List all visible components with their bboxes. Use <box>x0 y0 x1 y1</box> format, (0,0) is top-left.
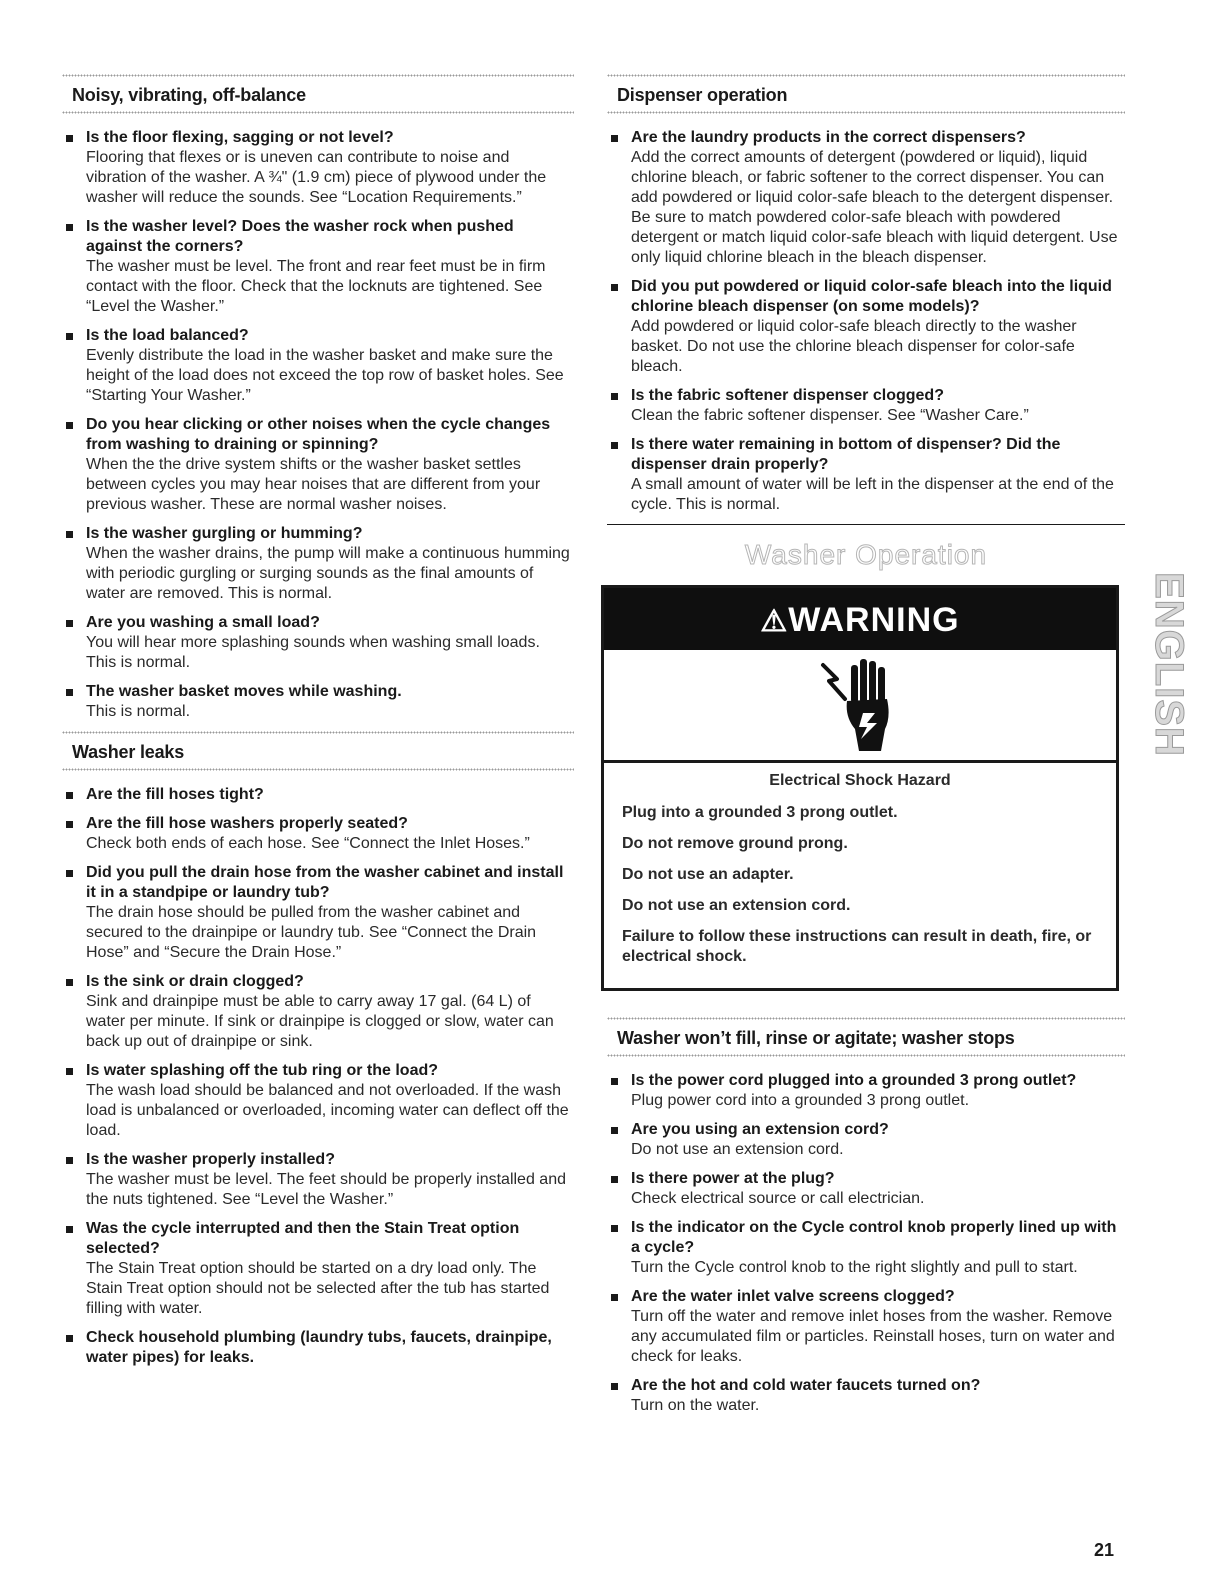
list-item <box>62 682 574 722</box>
list-item <box>62 863 574 963</box>
right-column <box>607 74 1125 1425</box>
section-title: Dispenser operation <box>617 85 788 105</box>
list-item <box>62 972 574 1052</box>
list-item <box>607 1376 1125 1416</box>
bullet-square-icon <box>66 1157 73 1164</box>
list-item <box>62 326 574 406</box>
answer-text: Add powdered or liquid color-safe bleach directly to the washer basket. Do not use the chlorine bleach dispenser for color-safe bleach. <box>631 318 1077 375</box>
answer-text: The washer must be level. The feet should be properly installed and the nuts tightened. See “Level the Washer.” <box>86 1171 566 1208</box>
answer-text: The wash load should be balanced and not overloaded. If the wash load is unbalanced or overloaded, incoming water can deflect off the load. <box>86 1082 569 1139</box>
bullet-square-icon <box>66 333 73 340</box>
answer-text: Clean the fabric softener dispenser. See “Washer Care.” <box>631 407 1029 424</box>
page-number: 21 <box>1094 1540 1115 1560</box>
warning-line: Plug into a grounded 3 prong outlet. <box>622 804 898 821</box>
question-text: Did you put powdered or liquid color-safe bleach into the liquid chlorine bleach dispenser (on some models)? <box>631 278 1112 315</box>
bullet-square-icon <box>66 792 73 799</box>
bullet-square-icon <box>611 442 618 449</box>
language-tab-label: ENGLISH <box>1146 571 1191 757</box>
troubleshooting-list <box>607 128 1125 515</box>
electric-shock-hand-icon <box>815 655 905 755</box>
list-item <box>62 128 574 208</box>
bullet-square-icon <box>66 531 73 538</box>
divider <box>62 111 574 114</box>
bullet-square-icon <box>66 1335 73 1342</box>
troubleshooting-list <box>607 1071 1125 1416</box>
list-item <box>62 524 574 604</box>
bullet-square-icon <box>66 821 73 828</box>
list-item <box>607 1218 1125 1278</box>
question-text: Is the indicator on the Cycle control knob properly lined up with a cycle? <box>631 1219 1117 1256</box>
question-text: Are the hot and cold water faucets turned on? <box>631 1377 981 1394</box>
answer-text: Sink and drainpipe must be able to carry away 17 gal. (64 L) of water per minute. If sink or drainpipe is clogged or slow, water can back up out of drainpipe or sink. <box>86 993 554 1050</box>
answer-text: Add the correct amounts of detergent (powdered or liquid), liquid chlorine bleach, or fabric softener to the correct dispenser. You can add powdered or liquid color-safe bleach to the detergent dispenser. Be sure to match powdered color-safe bleach with powdered detergent or match liquid color-safe bleach with liquid detergent. Use only liquid chlorine bleach in the bleach dispenser. <box>631 149 1118 266</box>
question-text: Did you pull the drain hose from the washer cabinet and install it in a standpipe or laundry tub? <box>86 864 564 901</box>
list-item <box>607 386 1125 426</box>
bullet-square-icon <box>66 689 73 696</box>
list-item <box>62 415 574 515</box>
answer-text: Evenly distribute the load in the washer basket and make sure the height of the load does not exceed the top row of basket holes. See “Starting Your Washer.” <box>86 347 564 404</box>
question-text: Are the fill hose washers properly seated? <box>86 815 408 832</box>
question-text: Are you washing a small load? <box>86 614 320 631</box>
question-text: Is the load balanced? <box>86 327 249 344</box>
warning-box <box>601 585 1119 991</box>
bullet-square-icon <box>66 224 73 231</box>
answer-text: The Stain Treat option should be started on a dry load only. The Stain Treat option should not be selected after the tub has started filling with water. <box>86 1260 550 1317</box>
question-text: Is there power at the plug? <box>631 1170 835 1187</box>
question-text: Is the washer properly installed? <box>86 1151 335 1168</box>
warning-line: Failure to follow these instructions can result in death, fire, or electrical shock. <box>622 928 1092 965</box>
answer-text: Turn the Cycle control knob to the right slightly and pull to start. <box>631 1259 1078 1276</box>
section-header-noisy <box>62 74 574 114</box>
answer-text: The washer must be level. The front and rear feet must be in firm contact with the floor. Check that the locknuts are tightened. See “Level the Washer.” <box>86 258 546 315</box>
divider <box>62 768 574 771</box>
warning-instructions <box>622 803 1098 967</box>
answer-text: Do not use an extension cord. <box>631 1141 844 1158</box>
list-item <box>607 1120 1125 1160</box>
warning-line: Do not use an adapter. <box>622 866 794 883</box>
question-text: Is there water remaining in bottom of dispenser? Did the dispenser drain properly? <box>631 436 1061 473</box>
bullet-square-icon <box>611 1294 618 1301</box>
answer-text: Check electrical source or call electrician. <box>631 1190 925 1207</box>
question-text: Is the fabric softener dispenser clogged? <box>631 387 944 404</box>
warning-triangle-icon: ⚠ <box>760 605 789 638</box>
bullet-square-icon <box>611 135 618 142</box>
answer-text: Plug power cord into a grounded 3 prong outlet. <box>631 1092 970 1109</box>
section-header-leaks <box>62 731 574 771</box>
bullet-square-icon <box>611 1078 618 1085</box>
answer-text: You will hear more splashing sounds when washing small loads. This is normal. <box>86 634 540 671</box>
list-item <box>607 1169 1125 1209</box>
question-text: Are you using an extension cord? <box>631 1121 889 1138</box>
bullet-square-icon <box>611 284 618 291</box>
list-item <box>62 785 574 805</box>
bullet-square-icon <box>66 1226 73 1233</box>
answer-text: Flooring that flexes or is uneven can contribute to noise and vibration of the washer. A ¾" (1.9 cm) piece of plywood under the washer will reduce the sounds. See “Location Requirements.” <box>86 149 547 206</box>
bullet-square-icon <box>611 1225 618 1232</box>
troubleshooting-list <box>62 128 574 722</box>
list-item <box>62 814 574 854</box>
question-text: Is the washer gurgling or humming? <box>86 525 363 542</box>
section-title: Noisy, vibrating, off-balance <box>72 85 306 105</box>
list-item <box>62 1219 574 1319</box>
question-text: Is the floor flexing, sagging or not level? <box>86 129 394 146</box>
list-item <box>62 217 574 317</box>
question-text: Check household plumbing (laundry tubs, faucets, drainpipe, water pipes) for leaks. <box>86 1329 552 1366</box>
question-text: Are the laundry products in the correct dispensers? <box>631 129 1026 146</box>
bullet-square-icon <box>66 1068 73 1075</box>
list-item <box>62 1061 574 1141</box>
washer-operation-title: Washer Operation <box>744 539 988 570</box>
section-title: Washer leaks <box>72 742 184 762</box>
answer-text: Turn on the water. <box>631 1397 760 1414</box>
list-item <box>62 1328 574 1368</box>
answer-text: This is normal. <box>86 703 191 720</box>
list-item <box>607 1287 1125 1367</box>
section-header-dispenser <box>607 74 1125 114</box>
answer-text: Check both ends of each hose. See “Connect the Inlet Hoses.” <box>86 835 530 852</box>
bullet-square-icon <box>66 979 73 986</box>
list-item <box>607 128 1125 268</box>
bullet-square-icon <box>611 1383 618 1390</box>
troubleshooting-list <box>62 785 574 1368</box>
bullet-square-icon <box>611 1176 618 1183</box>
warning-label: WARNING <box>788 601 960 639</box>
bullet-square-icon <box>611 393 618 400</box>
bullet-square-icon <box>66 620 73 627</box>
answer-text: When the washer drains, the pump will make a continuous humming with periodic gurgling or surging sounds as the final amounts of water are removed. This is normal. <box>86 545 570 602</box>
warning-body <box>604 763 1116 988</box>
question-text: Is water splashing off the tub ring or the load? <box>86 1062 439 1079</box>
question-text: Are the fill hoses tight? <box>86 786 264 803</box>
bullet-square-icon <box>66 422 73 429</box>
question-text: Was the cycle interrupted and then the Stain Treat option selected? <box>86 1220 520 1257</box>
hazard-title: Electrical Shock Hazard <box>769 772 951 789</box>
bullet-square-icon <box>611 1127 618 1134</box>
bullet-square-icon <box>66 135 73 142</box>
list-item <box>62 613 574 673</box>
answer-text: A small amount of water will be left in the dispenser at the end of the cycle. This is normal. <box>631 476 1114 513</box>
warning-header <box>604 588 1116 650</box>
shock-hazard-icon-row <box>604 650 1116 763</box>
question-text: Is the washer level? Does the washer rock when pushed against the corners? <box>86 218 514 255</box>
answer-text: When the the drive system shifts or the washer basket settles between cycles you may hear noises that are different from your previous washer. These are normal washer noises. <box>86 456 541 513</box>
answer-text: Turn off the water and remove inlet hoses from the washer. Remove any accumulated film or particles. Reinstall hoses, turn on water and check for leaks. <box>631 1308 1115 1365</box>
list-item <box>607 1071 1125 1111</box>
answer-text: The drain hose should be pulled from the washer cabinet and secured to the drainpipe or laundry tub. See “Connect the Drain Hose” and “Secure the Drain Hose.” <box>86 904 537 961</box>
question-text: Is the power cord plugged into a grounded 3 prong outlet? <box>631 1072 1077 1089</box>
list-item <box>607 277 1125 377</box>
section-title: Washer won’t fill, rinse or agitate; washer stops <box>617 1028 1015 1048</box>
warning-line: Do not use an extension cord. <box>622 897 851 914</box>
left-column <box>62 74 574 1377</box>
question-text: Are the water inlet valve screens clogged? <box>631 1288 955 1305</box>
question-text: Is the sink or drain clogged? <box>86 973 304 990</box>
question-text: The washer basket moves while washing. <box>86 683 402 700</box>
section-header-wont-fill <box>607 1017 1125 1057</box>
question-text: Do you hear clicking or other noises when the cycle changes from washing to draining or spinning? <box>86 416 551 453</box>
divider <box>607 1054 1125 1057</box>
bullet-square-icon <box>66 870 73 877</box>
list-item <box>62 1150 574 1210</box>
warning-line: Do not remove ground prong. <box>622 835 848 852</box>
list-item <box>607 435 1125 515</box>
language-tab <box>1146 566 1191 762</box>
divider <box>607 111 1125 114</box>
